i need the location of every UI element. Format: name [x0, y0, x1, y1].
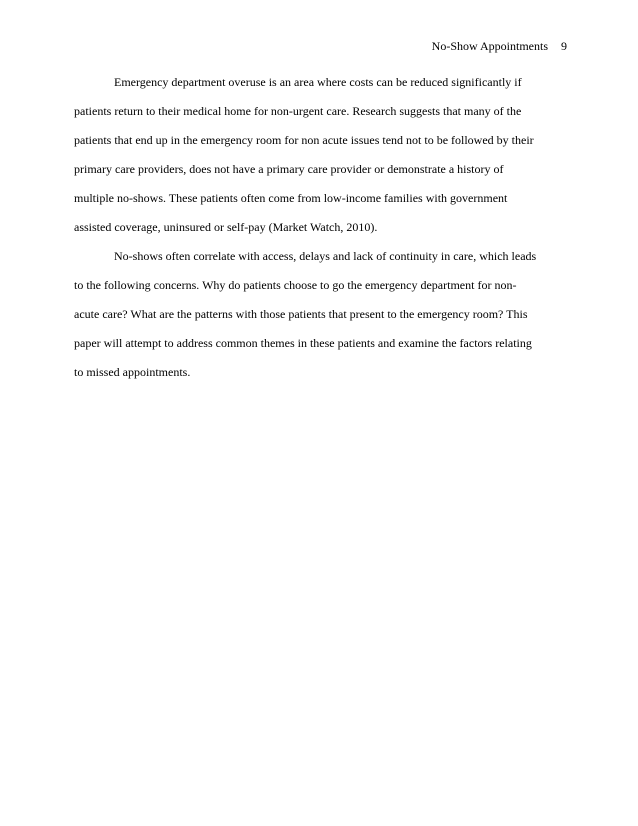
paragraph-1-line-5: multiple no-shows. These patients often come from low-income families with government: [74, 191, 508, 205]
paragraph-1-line-2: patients return to their medical home for non-urgent care. Research suggests that many of the: [74, 104, 522, 118]
paragraph-2-line-5: to missed appointments.: [74, 365, 191, 379]
paragraph-2-line-2: to the following concerns. Why do patients choose to go the emergency department for non-: [74, 278, 517, 292]
paragraph-1-line-6: assisted coverage, uninsured or self-pay (Market Watch, 2010).: [74, 220, 378, 234]
paragraph-2-line-1: No-shows often correlate with access, delays and lack of continuity in care, which leads: [114, 249, 537, 263]
paragraph-1-line-4: primary care providers, does not have a primary care provider or demonstrate a history of: [74, 162, 504, 176]
body-text: [74, 74, 574, 393]
running-head: [432, 38, 567, 54]
running-head-title: No-Show Appointments: [431, 39, 548, 53]
paragraph-2-line-3: acute care? What are the patterns with those patients that present to the emergency room? This: [74, 307, 528, 321]
page-number: 9: [561, 39, 567, 53]
paragraph-1-line-1: Emergency department overuse is an area where costs can be reduced significantly if: [114, 75, 522, 89]
paragraph-2-line-4: paper will attempt to address common themes in these patients and examine the factors relating: [74, 336, 532, 350]
paragraph-1-line-3: patients that end up in the emergency room for non acute issues tend not to be followed by their: [74, 133, 534, 147]
